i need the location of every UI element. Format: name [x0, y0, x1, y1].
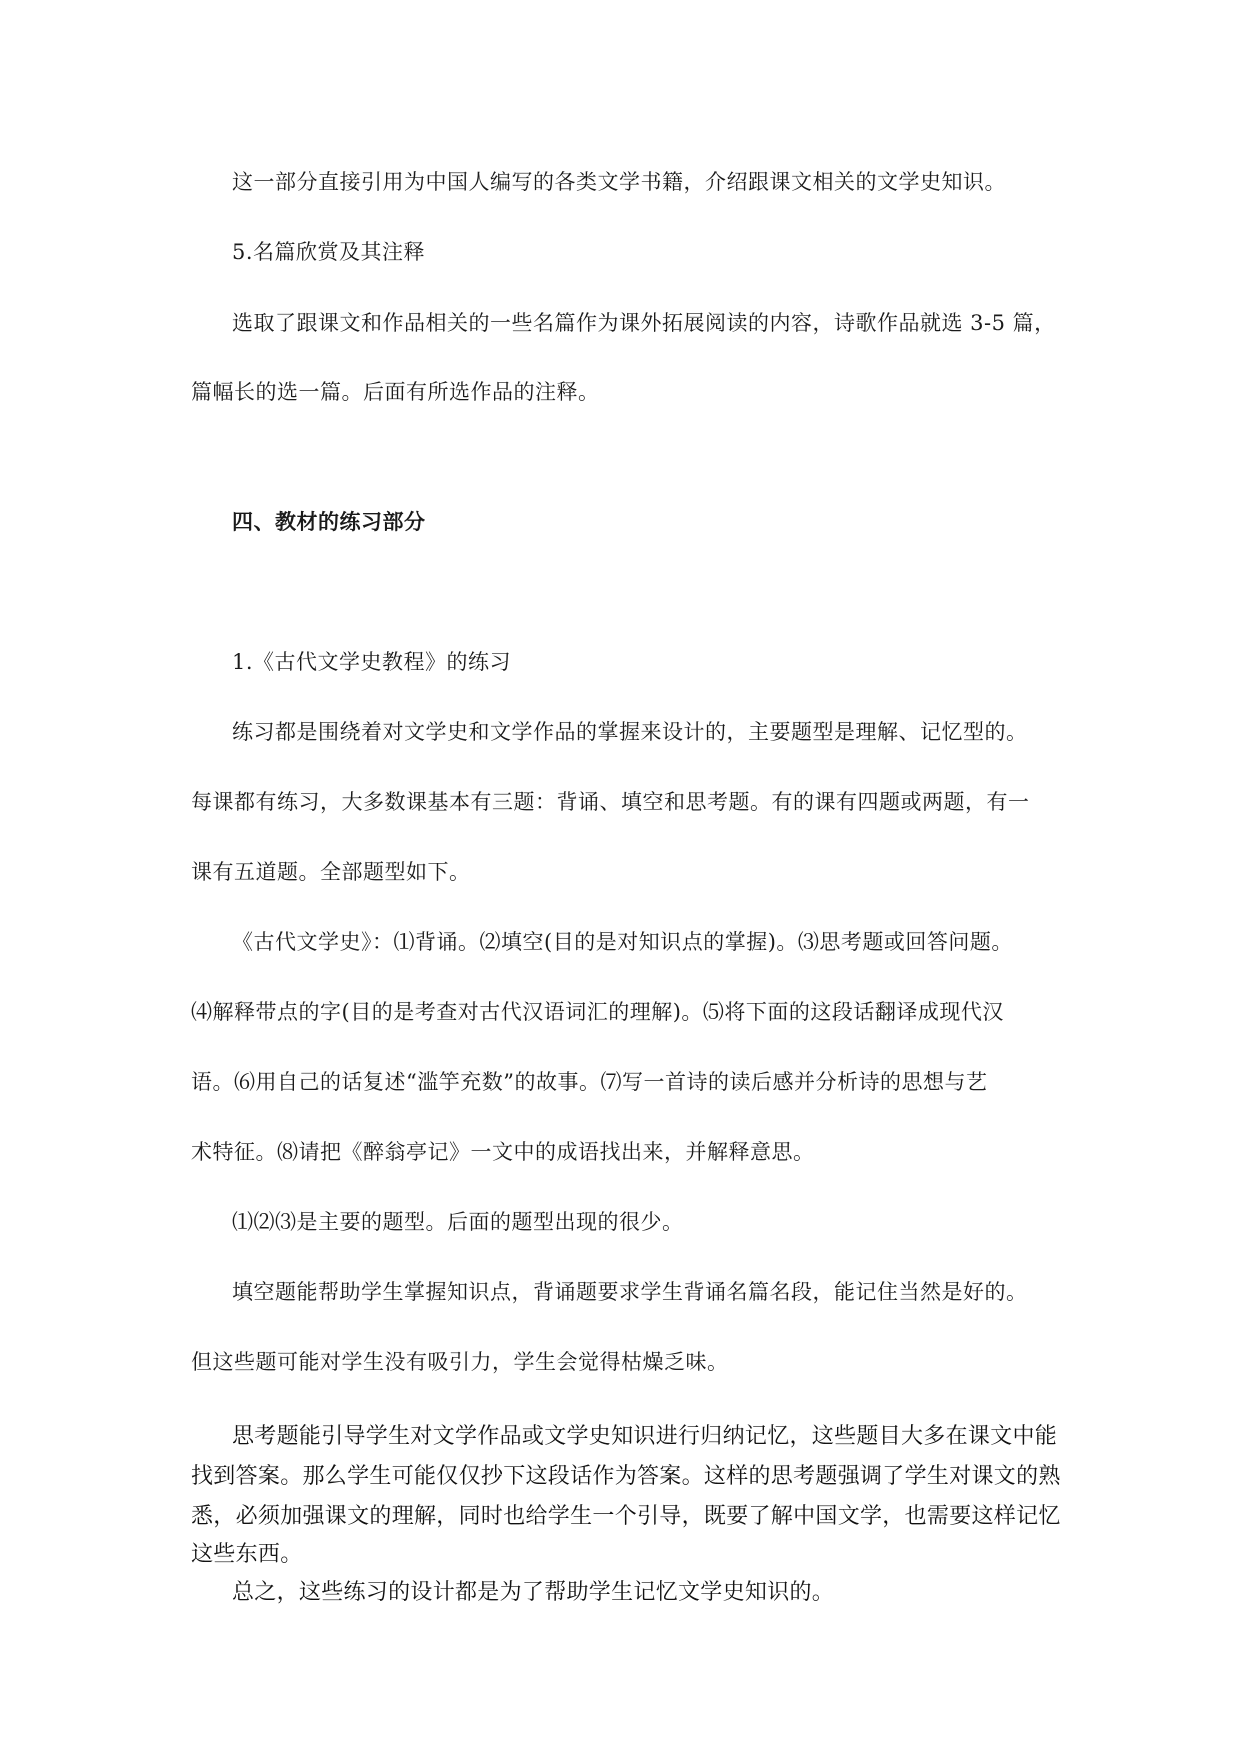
- paragraph-line: 篇幅长的选一篇。后面有所选作品的注释。: [191, 380, 600, 404]
- paragraph-line: 选取了跟课文和作品相关的一些名篇作为课外拓展阅读的内容，诗歌作品就选 3-5 篇，: [232, 311, 1056, 335]
- paragraph-line: 语。⑹用自己的话复述“滥竽充数”的故事。⑺写一首诗的读后感并分析诗的思想与艺: [191, 1070, 988, 1094]
- paragraph-line: 填空题能帮助学生掌握知识点，背诵题要求学生背诵名篇名段，能记住当然是好的。: [232, 1280, 1028, 1304]
- paragraph-line: ⑷解释带点的字(目的是考查对古代汉语词汇的理解)。⑸将下面的这段话翻译成现代汉: [191, 1000, 1004, 1024]
- paragraph-line: 这一部分直接引用为中国人编写的各类文学书籍，介绍跟课文相关的文学史知识。: [232, 170, 1006, 194]
- paragraph-line: 《古代文学史》：⑴背诵。⑵填空(目的是对知识点的掌握)。⑶思考题或回答问题。: [232, 930, 1013, 954]
- paragraph-line: 这些东西。: [191, 1542, 303, 1567]
- paragraph-line: 课有五道题。全部题型如下。: [191, 860, 471, 884]
- paragraph-line: 悉，必须加强课文的理解，同时也给学生一个引导，既要了解中国文学，也需要这样记忆: [191, 1504, 1061, 1529]
- paragraph-line: 总之，这些练习的设计都是为了帮助学生记忆文学史知识的。: [232, 1580, 835, 1605]
- paragraph-line: 术特征。⑻请把《醉翁亭记》一文中的成语找出来，并解释意思。: [191, 1140, 815, 1164]
- paragraph-line: ⑴⑵⑶是主要的题型。后面的题型出现的很少。: [232, 1210, 684, 1234]
- section-heading: 四、教材的练习部分: [232, 510, 426, 534]
- paragraph-line: 但这些题可能对学生没有吸引力，学生会觉得枯燥乏味。: [191, 1350, 729, 1374]
- paragraph-line: 练习都是围绕着对文学史和文学作品的掌握来设计的，主要题型是理解、记忆型的。: [232, 720, 1028, 744]
- paragraph-line: 找到答案。那么学生可能仅仅抄下这段话作为答案。这样的思考题强调了学生对课文的熟: [191, 1464, 1061, 1489]
- paragraph-line: 思考题能引导学生对文学作品或文学史知识进行归纳记忆，这些题目大多在课文中能: [232, 1424, 1058, 1449]
- subsection-title: 1.《古代文学史教程》的练习: [232, 650, 512, 674]
- paragraph-line: 每课都有练习，大多数课基本有三题：背诵、填空和思考题。有的课有四题或两题，有一: [191, 790, 1030, 814]
- subsection-title: 5.名篇欣赏及其注释: [232, 240, 426, 264]
